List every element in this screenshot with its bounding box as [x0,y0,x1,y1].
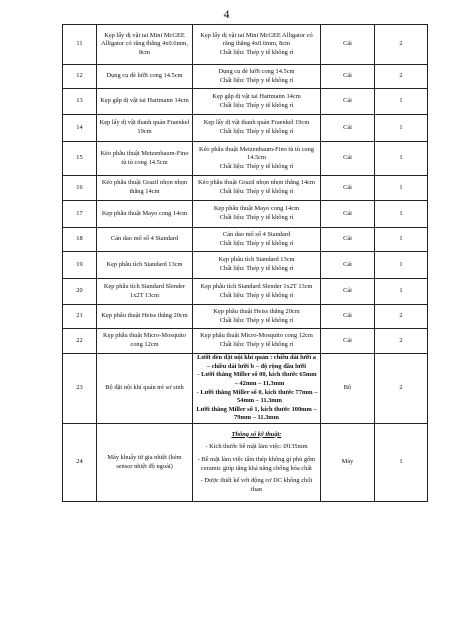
row-number: 13 [63,89,97,115]
table-row-23 [63,354,428,424]
item-qty: 2 [375,329,428,354]
spec-bullet: - Bề mặt làm việc tấm thép không gỉ phủ gốm ceramic giúp tăng khả năng chống hóa chất [197,455,316,472]
description-line: Cán dao mổ số 4 Standard [222,230,291,238]
material-line: Chất liệu: Thép y tế không rỉ [219,101,294,109]
row-number: 21 [63,305,97,329]
item-name: Kẹp gắp dị vật tai Hartmann 14cm [97,89,193,115]
row-number: 14 [63,115,97,142]
item-description [193,354,321,424]
table-row [63,65,428,89]
row-number: 18 [63,228,97,252]
item-name: Kéo phẫu thuật Grazil nhọn nhọn thẳng 14cm [97,176,193,201]
table-body [63,25,428,502]
item-unit: Máy [321,424,375,502]
table-row-24 [63,424,428,502]
spec-bullet: - Kích thước bề mặt làm việc: Ø135mm [205,443,308,451]
description-line: Kẹp lấy dị vật tai Mini McGEE Alligator có răng thẳng 4x0.6mm, 8cm [200,31,313,48]
row-number: 15 [63,142,97,176]
material-line: Chất liệu: Thép y tế không rỉ [219,48,294,56]
item-unit: Cái [321,176,375,201]
item-name: Kẹp lấy dị vật tai Mini McGEE Alligator có răng thẳng 4x0.6mm, 8cm [97,25,193,65]
description-line: Kẹp phẫu thuật Heiss thẳng 20cm [213,307,300,315]
item-description [193,201,321,228]
item-unit: Cái [321,142,375,176]
item-unit: Cái [321,252,375,279]
item-qty: 2 [375,305,428,329]
item-description [193,329,321,354]
table-row [63,305,428,329]
item-description [193,279,321,305]
description-line: Kẹp phẫu thuật Micro-Mosquito cong 12cm [200,332,313,340]
item-description [193,89,321,115]
description-line: Kẹp phẫu tích Standard Slender 1x2T 13cm [200,282,313,290]
row-number: 22 [63,329,97,354]
row-number: 19 [63,252,97,279]
blade-item: - Lưỡi thẳng Miller số 00, kích thước 65mm – 42mm – 11.3mm [197,371,317,387]
material-line: Chất liệu: Thép y tế không rỉ [219,128,294,135]
item-description [193,115,321,142]
item-qty: 1 [375,228,428,252]
item-qty: 1 [375,142,428,176]
item-description [193,25,321,65]
material-line: Chất liệu: Thép y tế không rỉ [219,291,294,299]
item-unit: Bộ [321,354,375,424]
table-row [63,329,428,354]
item-unit: Cái [321,228,375,252]
row-number: 23 [63,354,97,424]
table-row [63,142,428,176]
item-qty: 2 [375,354,428,424]
item-name: Kẹp phẫu thuật Heiss thẳng 20cm [97,305,193,329]
table-row [63,89,428,115]
table-row [63,176,428,201]
spec-heading: Thông số kỹ thuật: [231,430,282,438]
item-qty: 1 [375,279,428,305]
row-number: 16 [63,176,97,201]
item-qty: 1 [375,89,428,115]
description-line: Dụng cụ đè lưỡi cong 14.5cm [218,67,295,75]
item-description [193,176,321,201]
material-line: Chất liệu: Thép y tế không rỉ [219,316,294,324]
item-name: Kẹp lấy dị vật thanh quản Fraenkel 19cm [97,115,193,142]
equipment-table [62,24,428,502]
item-qty: 2 [375,25,428,65]
item-name: Kẹp phẫu tích Standard Slender 1x2T 13cm [97,279,193,305]
description-line: Kẹp lấy dị vật thanh quản Fraenkel 19cm [203,119,310,127]
row-number: 12 [63,65,97,89]
blade-item: - Lưỡi thẳng Miller số 0, kích thước 77mm – 54mm – 11.3mm [196,388,318,405]
row-number: 11 [63,25,97,65]
blade-heading: Lưỡi đèn đặt nội khí quản : chiều dài lưỡi a – chiều dài lưỡi b – độ rộng đầu lưỡi [197,354,316,370]
material-line: Chất liệu: Thép y tế không rỉ [219,239,294,247]
item-qty: 1 [375,115,428,142]
description-line: Kẹp phẫu thuật Mayo cong 14cm [213,205,300,213]
item-name: Cán dao mổ số 4 Standard [97,228,193,252]
table-row [63,279,428,305]
item-unit: Cái [321,279,375,305]
spec-bullet: - Được thiết kế với động cơ DC không chổi than [200,477,313,493]
row-number: 20 [63,279,97,305]
item-unit: Cái [321,201,375,228]
item-name: Kéo phẫu thuật Metzenbaum-Fino tù tù cong 14.5cm [97,142,193,176]
item-name: Máy khuấy từ gia nhiệt (kèm sensor nhiệt độ ngoài) [97,424,193,502]
item-qty: 1 [375,201,428,228]
material-line: Chất liệu: Thép y tế không rỉ [219,162,294,170]
material-line: Chất liệu: Thép y tế không rỉ [219,265,294,272]
item-unit: Cái [321,329,375,354]
item-unit: Cái [321,89,375,115]
item-description [193,65,321,89]
item-qty: 1 [375,424,428,502]
item-name: Bộ đặt nội khí quản trẻ sơ sinh [97,354,193,424]
row-number: 17 [63,201,97,228]
item-description [193,252,321,279]
item-unit: Cái [321,25,375,65]
table-row [63,115,428,142]
description-line: Kẹp phẫu tích Standard 13cm [218,256,295,264]
item-name: Dụng cụ đè lưỡi cong 14.5cm [97,65,193,89]
table-row [63,25,428,65]
item-description [193,142,321,176]
row-number: 24 [63,424,97,502]
material-line: Chất liệu: Thép y tế không rỉ [219,341,294,348]
item-description [193,424,321,502]
table-row [63,201,428,228]
item-qty: 2 [375,65,428,89]
description-line: Kéo phẫu thuật Metzenbaum-Fino tù tù cong 14.5cm [198,145,314,162]
item-description [193,305,321,329]
item-name: Kẹp phẫu tích Standard 13cm [97,252,193,279]
item-unit: Cái [321,115,375,142]
description-line: Kéo phẫu thuật Grazil nhọn nhọn thẳng 14cm [198,179,315,187]
material-line: Chất liệu: Thép y tế không rỉ [219,188,294,195]
item-unit: Cái [321,65,375,89]
item-name: Kẹp phẫu thuật Micro-Mosquito cong 12cm [97,329,193,354]
item-description [193,228,321,252]
item-unit: Cái [321,305,375,329]
table-row [63,228,428,252]
item-qty: 1 [375,252,428,279]
blade-extra: Lưỡi thẳng Miller số 1, kích thước 100mm – 79mm – 11.3mm [196,405,317,422]
material-line: Chất liệu: Thép y tế không rỉ [219,214,294,221]
item-qty: 1 [375,176,428,201]
material-line: Chất liệu: Thép y tế không rỉ [219,76,294,84]
page-number: 4 [223,7,230,21]
description-line: Kẹp gắp dị vật tai Hartmann 14cm [212,92,301,100]
item-name: Kẹp phẫu thuật Mayo cong 14cm [97,201,193,228]
table-row [63,252,428,279]
